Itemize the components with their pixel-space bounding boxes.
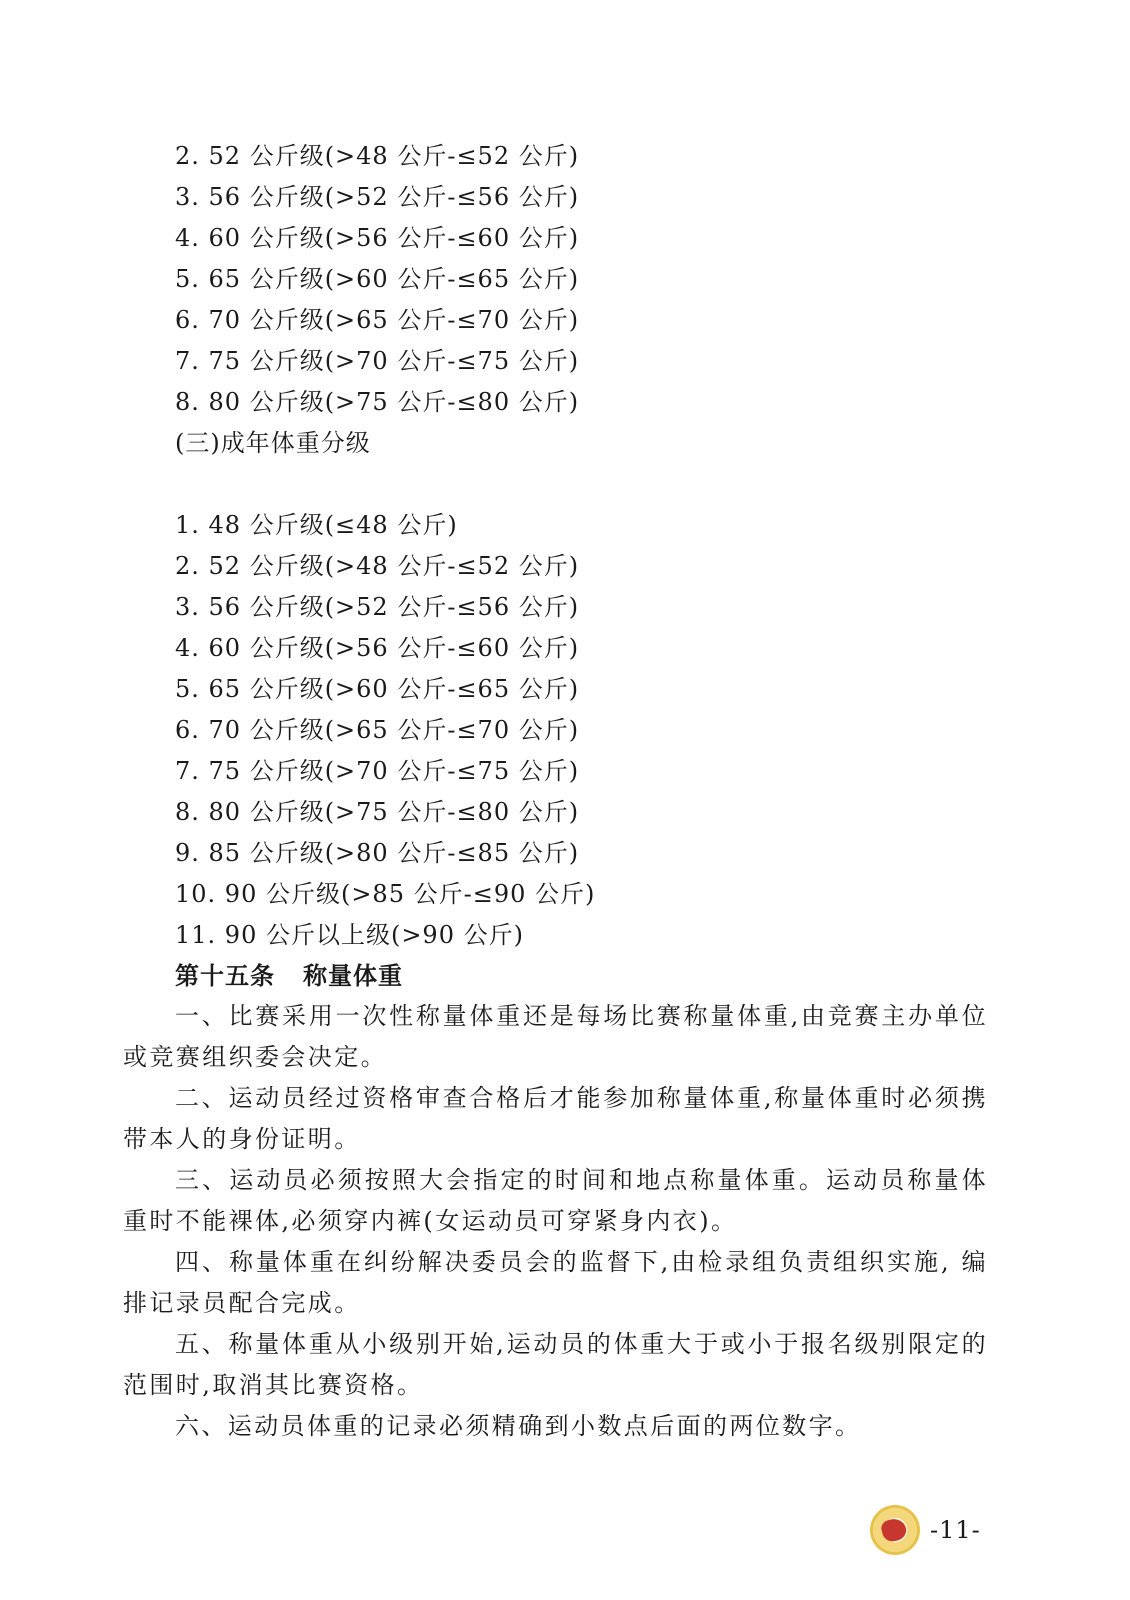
weight-class-item: 4. 60 公斤级(>56 公斤-≤60 公斤): [175, 224, 580, 252]
weight-class-item: 7. 75 公斤级(>70 公斤-≤75 公斤): [175, 347, 580, 375]
weight-class-item: 7. 75 公斤级(>70 公斤-≤75 公斤): [175, 757, 580, 785]
weight-class-item: 3. 56 公斤级(>52 公斤-≤56 公斤): [175, 183, 580, 211]
weight-class-item: 4. 60 公斤级(>56 公斤-≤60 公斤): [175, 634, 580, 662]
page-footer: [870, 1505, 981, 1555]
weight-class-item: 5. 65 公斤级(>60 公斤-≤65 公斤): [175, 265, 580, 293]
weight-class-item: 2. 52 公斤级(>48 公斤-≤52 公斤): [175, 142, 580, 170]
article-paragraph: 二、运动员经过资格审查合格后才能参加称量体重,称量体重时必须携带本人的身份证明。: [123, 1084, 988, 1153]
article-paragraph: 六、运动员体重的记录必须精确到小数点后面的两位数字。: [175, 1412, 862, 1440]
article-title: 称量体重: [303, 961, 403, 990]
article-heading: [123, 955, 988, 996]
youth-weight-class-list: [175, 136, 579, 423]
adult-weight-class-list: [175, 505, 595, 956]
weight-class-item: 1. 48 公斤级(≤48 公斤): [175, 511, 458, 539]
weight-class-item: 6. 70 公斤级(>65 公斤-≤70 公斤): [175, 716, 580, 744]
article-paragraph: 四、称量体重在纠纷解决委员会的监督下,由检录组负责组织实施, 编排记录员配合完成。: [123, 1248, 988, 1317]
weight-class-item: 8. 80 公斤级(>75 公斤-≤80 公斤): [175, 798, 580, 826]
weight-class-item: 10. 90 公斤级(>85 公斤-≤90 公斤): [175, 880, 596, 908]
weight-class-item: 11. 90 公斤以上级(>90 公斤): [175, 921, 524, 949]
weight-class-item: 3. 56 公斤级(>52 公斤-≤56 公斤): [175, 593, 580, 621]
weight-class-item: 8. 80 公斤级(>75 公斤-≤80 公斤): [175, 388, 580, 416]
wushu-emblem-icon: [870, 1505, 920, 1555]
weight-class-item: 9. 85 公斤级(>80 公斤-≤85 公斤): [175, 839, 580, 867]
weight-class-item: 2. 52 公斤级(>48 公斤-≤52 公斤): [175, 552, 580, 580]
article-paragraph: 三、运动员必须按照大会指定的时间和地点称量体重。运动员称量体重时不能裸体,必须穿内裤(女运动员可穿紧身内衣)。: [123, 1166, 988, 1235]
weight-class-item: 5. 65 公斤级(>60 公斤-≤65 公斤): [175, 675, 580, 703]
article-number: 第十五条: [175, 961, 275, 990]
article-weigh-in: [123, 955, 988, 1447]
weight-class-item: 6. 70 公斤级(>65 公斤-≤70 公斤): [175, 306, 580, 334]
article-paragraph: 一、比赛采用一次性称量体重还是每场比赛称量体重,由竞赛主办单位或竞赛组织委会决定。: [123, 1002, 988, 1071]
page-number: -11-: [930, 1516, 981, 1544]
article-paragraph: 五、称量体重从小级别开始,运动员的体重大于或小于报名级别限定的范围时,取消其比赛资格。: [123, 1330, 988, 1399]
adult-section-heading: (三)成年体重分级: [175, 429, 371, 457]
